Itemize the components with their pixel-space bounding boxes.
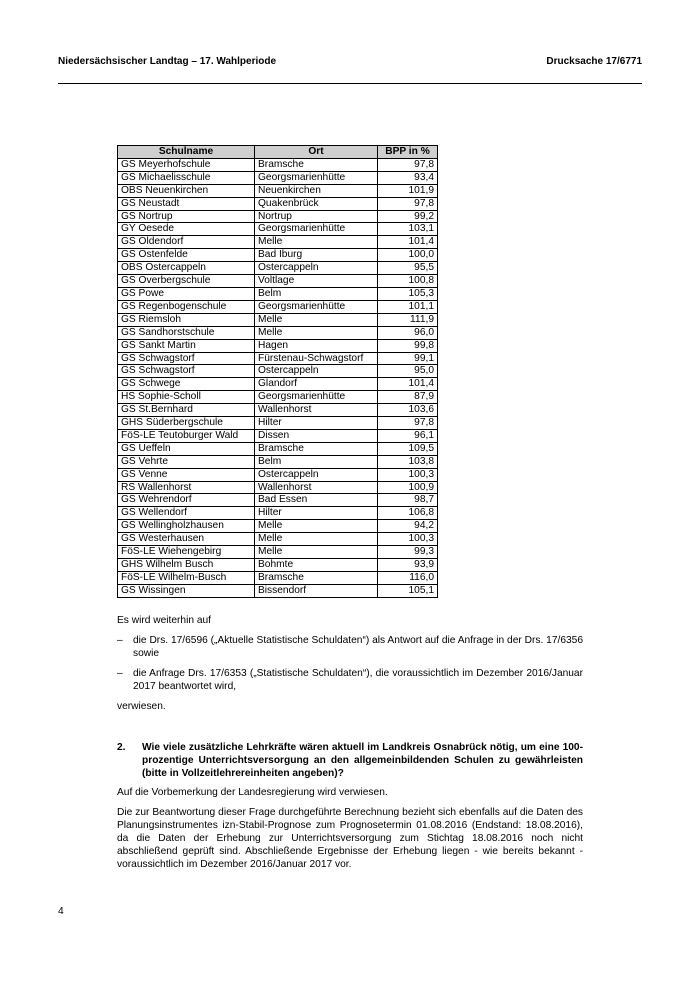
cell-schoolname: GS Sankt Martin — [118, 339, 255, 352]
cell-schoolname: OBS Ostercappeln — [118, 262, 255, 275]
table-row — [118, 210, 438, 223]
table-row — [118, 352, 438, 365]
table-row — [118, 262, 438, 275]
table-row — [118, 559, 438, 572]
cell-schoolname: GS Meyerhofschule — [118, 158, 255, 171]
cell-location: Ostercappeln — [255, 365, 378, 378]
header-document-number: Drucksache 17/6771 — [546, 56, 642, 67]
answer-paragraph-1: Auf die Vorbemerkung der Landesregierung wird verwiesen. — [117, 787, 388, 798]
cell-schoolname: GS Oldendorf — [118, 236, 255, 249]
table-row — [118, 442, 438, 455]
cell-schoolname: GS Neustadt — [118, 197, 255, 210]
table-row — [118, 275, 438, 288]
cell-schoolname: GS Riemsloh — [118, 313, 255, 326]
table-row — [118, 171, 438, 184]
cell-location: Voltlage — [255, 275, 378, 288]
table-row — [118, 455, 438, 468]
question-number: 2. — [117, 742, 126, 753]
cell-location: Wallenhorst — [255, 481, 378, 494]
column-header-location: Ort — [255, 146, 378, 159]
cell-bpp: 98,7 — [378, 494, 438, 507]
closing-text: verwiesen. — [117, 701, 166, 712]
table-row — [118, 300, 438, 313]
table-row — [118, 326, 438, 339]
bullet-dash: – — [117, 668, 123, 679]
column-header-bpp: BPP in % — [378, 146, 438, 159]
cell-bpp: 99,3 — [378, 546, 438, 559]
cell-location: Neuenkirchen — [255, 184, 378, 197]
cell-location: Belm — [255, 287, 378, 300]
cell-location: Bissendorf — [255, 584, 378, 597]
cell-location: Georgsmarienhütte — [255, 300, 378, 313]
bullet-text: die Anfrage Drs. 17/6353 („Statistische Schuldaten“), die voraussichtlich im Dezember 2016/Januar 2017 beantwortet wird, — [133, 668, 583, 692]
table-row — [118, 287, 438, 300]
table-row — [118, 249, 438, 262]
cell-schoolname: GY Oesede — [118, 223, 255, 236]
cell-location: Georgsmarienhütte — [255, 391, 378, 404]
cell-bpp: 99,8 — [378, 339, 438, 352]
table-row — [118, 520, 438, 533]
cell-bpp: 103,8 — [378, 455, 438, 468]
cell-location: Fürstenau-Schwagstorf — [255, 352, 378, 365]
cell-location: Hilter — [255, 417, 378, 430]
table-row — [118, 339, 438, 352]
cell-schoolname: GHS Wilhelm Busch — [118, 559, 255, 572]
cell-bpp: 95,0 — [378, 365, 438, 378]
cell-location: Bramsche — [255, 442, 378, 455]
cell-location: Bramsche — [255, 158, 378, 171]
cell-schoolname: GS Powe — [118, 287, 255, 300]
page-header — [58, 50, 642, 70]
table-row — [118, 365, 438, 378]
cell-schoolname: GS St.Bernhard — [118, 404, 255, 417]
table-row — [118, 494, 438, 507]
cell-bpp: 97,8 — [378, 197, 438, 210]
cell-bpp: 100,8 — [378, 275, 438, 288]
table-row — [118, 158, 438, 171]
cell-schoolname: GS Ostenfelde — [118, 249, 255, 262]
cell-schoolname: FöS-LE Wilhelm-Busch — [118, 571, 255, 584]
cell-bpp: 97,8 — [378, 417, 438, 430]
cell-schoolname: GS Schwagstorf — [118, 365, 255, 378]
cell-schoolname: GS Wehrendorf — [118, 494, 255, 507]
cell-schoolname: GS Westerhausen — [118, 533, 255, 546]
table-row — [118, 468, 438, 481]
cell-location: Hagen — [255, 339, 378, 352]
cell-bpp: 100,9 — [378, 481, 438, 494]
cell-location: Ostercappeln — [255, 468, 378, 481]
table-row — [118, 584, 438, 597]
bullet-text: die Drs. 17/6596 („Aktuelle Statistische Schuldaten“) als Antwort auf die Anfrage in der Drs. 17/6356 sowie — [133, 635, 583, 659]
cell-schoolname: FöS-LE Teutoburger Wald — [118, 429, 255, 442]
table-row — [118, 481, 438, 494]
question-block — [117, 741, 583, 780]
cell-location: Bad Iburg — [255, 249, 378, 262]
cell-bpp: 95,5 — [378, 262, 438, 275]
table-row — [118, 223, 438, 236]
cell-bpp: 99,1 — [378, 352, 438, 365]
cell-bpp: 100,0 — [378, 249, 438, 262]
cell-bpp: 101,9 — [378, 184, 438, 197]
cell-location: Melle — [255, 313, 378, 326]
table-row — [118, 404, 438, 417]
cell-bpp: 100,3 — [378, 468, 438, 481]
cell-schoolname: GS Wissingen — [118, 584, 255, 597]
cell-schoolname: GS Ueffeln — [118, 442, 255, 455]
column-header-schoolname: Schulname — [118, 146, 255, 159]
cell-bpp: 93,9 — [378, 559, 438, 572]
cell-bpp: 106,8 — [378, 507, 438, 520]
cell-location: Melle — [255, 533, 378, 546]
cell-bpp: 116,0 — [378, 571, 438, 584]
table-row — [118, 429, 438, 442]
cell-schoolname: FöS-LE Wiehengebirg — [118, 546, 255, 559]
cell-schoolname: GS Overbergschule — [118, 275, 255, 288]
table-row — [118, 184, 438, 197]
cell-schoolname: GS Michaelisschule — [118, 171, 255, 184]
cell-schoolname: GS Schwagstorf — [118, 352, 255, 365]
table-header-row — [118, 146, 438, 159]
cell-bpp: 109,5 — [378, 442, 438, 455]
table-row — [118, 197, 438, 210]
cell-location: Quakenbrück — [255, 197, 378, 210]
cell-location: Belm — [255, 455, 378, 468]
header-title: Niedersächsischer Landtag – 17. Wahlperiode — [58, 56, 277, 67]
cell-location: Bramsche — [255, 571, 378, 584]
cell-location: Ostercappeln — [255, 262, 378, 275]
cell-bpp: 103,1 — [378, 223, 438, 236]
table-row — [118, 533, 438, 546]
table-row — [118, 313, 438, 326]
cell-schoolname: GS Vehrte — [118, 455, 255, 468]
table-row — [118, 236, 438, 249]
cell-bpp: 103,6 — [378, 404, 438, 417]
cell-schoolname: GS Schwege — [118, 378, 255, 391]
cell-location: Melle — [255, 236, 378, 249]
page-number: 4 — [58, 906, 64, 917]
cell-location: Melle — [255, 520, 378, 533]
cell-bpp: 105,1 — [378, 584, 438, 597]
cell-bpp: 100,3 — [378, 533, 438, 546]
cell-schoolname: GS Regenbogenschule — [118, 300, 255, 313]
intro-text: Es wird weiterhin auf — [117, 615, 211, 626]
cell-location: Glandorf — [255, 378, 378, 391]
cell-bpp: 93,4 — [378, 171, 438, 184]
cell-schoolname: GS Nortrup — [118, 210, 255, 223]
table-row — [118, 507, 438, 520]
table-row — [118, 391, 438, 404]
cell-bpp: 96,1 — [378, 429, 438, 442]
cell-bpp: 99,2 — [378, 210, 438, 223]
cell-bpp: 97,8 — [378, 158, 438, 171]
cell-location: Hilter — [255, 507, 378, 520]
answer-paragraph-2: Die zur Beantwortung dieser Frage durchgeführte Berechnung bezieht sich ebenfalls auf die Daten des Planungsinstrumentes izn-Stabil-Prognose zum Prognosetermin 01.08.2016 (Endstand: 18.08.2016), da die Daten der Erhebung zur Unterrichtsversorgung zum Stichtag 18.08.2016 noch nicht abschließend geprüft sind. Abschließende Ergebnisse der Erhebung liegen - wie bereits bekannt - voraussichtlich im Dezember 2016/Januar 2017 vor. — [117, 807, 583, 870]
cell-location: Melle — [255, 546, 378, 559]
cell-location: Dissen — [255, 429, 378, 442]
cell-schoolname: RS Wallenhorst — [118, 481, 255, 494]
cell-bpp: 96,0 — [378, 326, 438, 339]
table-row — [118, 546, 438, 559]
bullet-item-1 — [117, 634, 583, 660]
cell-location: Bohmte — [255, 559, 378, 572]
cell-location: Georgsmarienhütte — [255, 223, 378, 236]
table-body — [118, 158, 438, 597]
cell-schoolname: GHS Süderbergschule — [118, 417, 255, 430]
cell-bpp: 101,4 — [378, 236, 438, 249]
cell-bpp: 94,2 — [378, 520, 438, 533]
cell-schoolname: OBS Neuenkirchen — [118, 184, 255, 197]
cell-bpp: 87,9 — [378, 391, 438, 404]
table-row — [118, 571, 438, 584]
cell-schoolname: GS Venne — [118, 468, 255, 481]
cell-location: Bad Essen — [255, 494, 378, 507]
cell-location: Wallenhorst — [255, 404, 378, 417]
bullet-item-2 — [117, 667, 583, 693]
cell-bpp: 111,9 — [378, 313, 438, 326]
table-row — [118, 378, 438, 391]
cell-bpp: 101,1 — [378, 300, 438, 313]
cell-bpp: 105,3 — [378, 287, 438, 300]
school-table — [117, 145, 438, 598]
cell-schoolname: GS Wellingholzhausen — [118, 520, 255, 533]
table-row — [118, 417, 438, 430]
cell-schoolname: GS Sandhorstschule — [118, 326, 255, 339]
cell-location: Georgsmarienhütte — [255, 171, 378, 184]
cell-schoolname: HS Sophie-Scholl — [118, 391, 255, 404]
cell-bpp: 101,4 — [378, 378, 438, 391]
bullet-dash: – — [117, 635, 123, 646]
cell-location: Melle — [255, 326, 378, 339]
cell-schoolname: GS Wellendorf — [118, 507, 255, 520]
question-text: Wie viele zusätzliche Lehrkräfte wären aktuell im Landkreis Osnabrück nötig, um eine 100-prozentige Unterrichtsversorgung an den allgemeinbildenden Schulen zu gewährleisten (bitte in Vollzeitlehrereinheiten angeben)? — [142, 742, 583, 779]
cell-location: Nortrup — [255, 210, 378, 223]
header-divider — [58, 83, 642, 84]
